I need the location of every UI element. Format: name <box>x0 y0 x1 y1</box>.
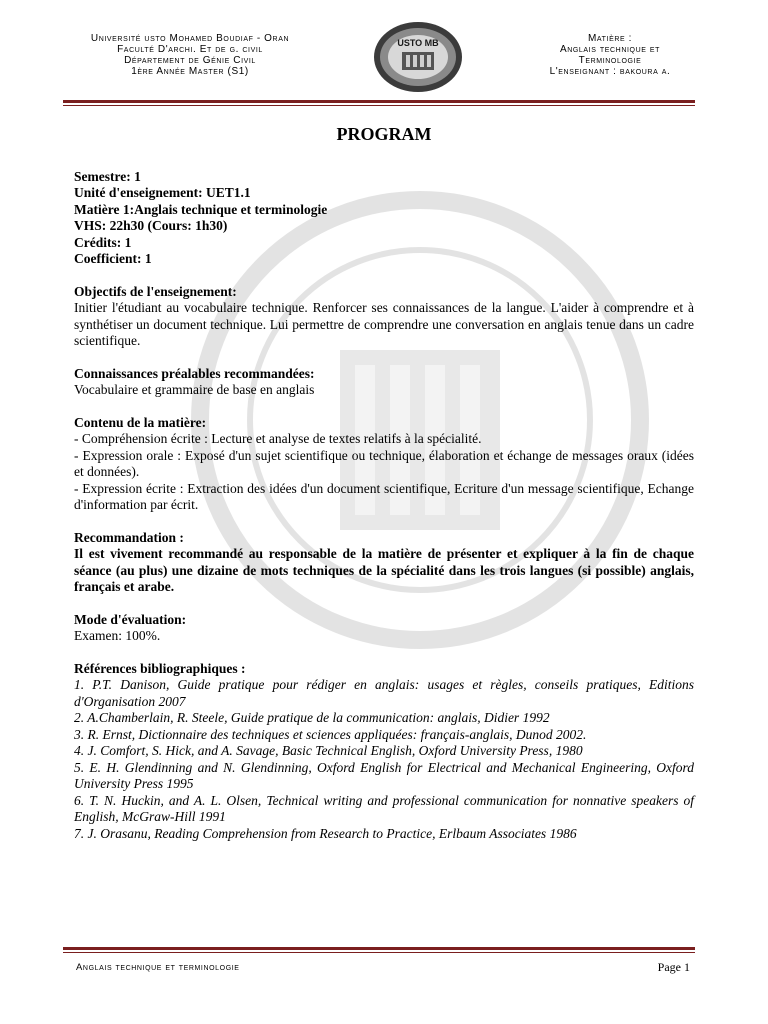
reference-item: 1. P.T. Danison, Guide pratique pour rédiger en anglais: usages et règles, conseils pratiques, Editions d'Organisation 2007 <box>74 677 694 709</box>
reference-item: 4. J. Comfort, S. Hick, and A. Savage, Basic Technical English, Oxford University Press, 1980 <box>74 743 583 758</box>
section-text: Vocabulaire et grammaire de base en anglais <box>74 382 315 397</box>
header-line: Terminologie <box>578 55 642 66</box>
section-heading: Références bibliographiques : <box>74 660 246 676</box>
section-heading: Connaissances préalables recommandées: <box>74 365 315 381</box>
section-heading: Objectifs de l'enseignement: <box>74 283 237 299</box>
section-heading: Recommandation : <box>74 529 184 545</box>
header-line: Faculté D'archi. Et de g. civil <box>117 44 263 55</box>
info-line: VHS: 22h30 (Cours: 1h30) <box>74 218 228 233</box>
info-line: Crédits: 1 <box>74 234 132 250</box>
header-line: Anglais technique et <box>559 44 661 55</box>
section-text: Examen: 100%. <box>74 628 161 643</box>
header-line: 1ère Année Master (S1) <box>131 66 249 77</box>
header-course-info <box>528 33 692 77</box>
info-line: Semestre: 1 <box>74 168 141 184</box>
page-number: Page 1 <box>657 960 690 974</box>
section-text: Il est vivement recommandé au responsable de la matière de présenter et expliquer à la fin de chaque séance (au plus) une dizaine de mots techniques de la spécialité dans les trois langues (si possible) anglais, français et arabe. <box>74 546 694 594</box>
info-line: Coefficient: 1 <box>74 251 152 266</box>
section-text: Initier l'étudiant au vocabulaire technique. Renforcer ses connaissances de la langue. L'aider à comprendre et à synthétiser un document technique. Lui permettre de comprendre une conversation en anglais tenue dans un cadre scientifique. <box>74 300 694 348</box>
header-line: L'enseignant : bakoura a. <box>549 66 671 77</box>
reference-item: 3. R. Ernst, Dictionnaire des techniques et sciences appliquées: français-anglais, Dunod 2002. <box>74 726 587 742</box>
header-line: Université usto Mohamed Boudiaf - Oran <box>90 33 290 44</box>
footer-course-name: Anglais technique et terminologie <box>76 962 240 973</box>
footer-divider <box>63 947 695 953</box>
page-title: PROGRAM <box>336 124 432 144</box>
reference-item: 5. E. H. Glendinning and N. Glendinning, Oxford English for Electrical and Mechanical Engineering, Oxford University Press 1995 <box>74 759 694 791</box>
list-item: - Expression orale : Exposé d'un sujet scientifique ou technique, élaboration et échange de messages oraux (idées et données). <box>74 447 694 479</box>
info-line: Unité d'enseignement: UET1.1 <box>74 185 251 200</box>
list-item: - Expression écrite : Extraction des idées d'un document scientifique, Ecriture d'un message scientifique, Echange d'information par écrit. <box>74 480 694 512</box>
info-line: Matière 1:Anglais technique et terminologie <box>74 201 328 217</box>
reference-item: 2. A.Chamberlain, R. Steele, Guide pratique de la communication: anglais, Didier 1992 <box>74 710 550 725</box>
list-item: - Compréhension écrite : Lecture et analyse de textes relatifs à la spécialité. <box>74 431 482 446</box>
reference-item: 7. J. Orasanu, Reading Comprehension from Research to Practice, Erlbaum Associates 1986 <box>74 825 577 841</box>
logo-text: USTO MB <box>397 38 439 48</box>
reference-item: 6. T. N. Huckin, and A. L. Olsen, Technical writing and professional communication for nonnative speakers of English, McGraw-Hill 1991 <box>74 792 694 824</box>
header-line: Département de Génie Civil <box>124 55 256 66</box>
header-line: Matière : <box>587 33 633 44</box>
document-body <box>74 126 694 842</box>
header-institution <box>70 33 310 77</box>
university-logo <box>372 20 464 94</box>
header-divider <box>63 100 695 106</box>
section-heading: Contenu de la matière: <box>74 414 207 430</box>
section-heading: Mode d'évaluation: <box>74 611 187 627</box>
